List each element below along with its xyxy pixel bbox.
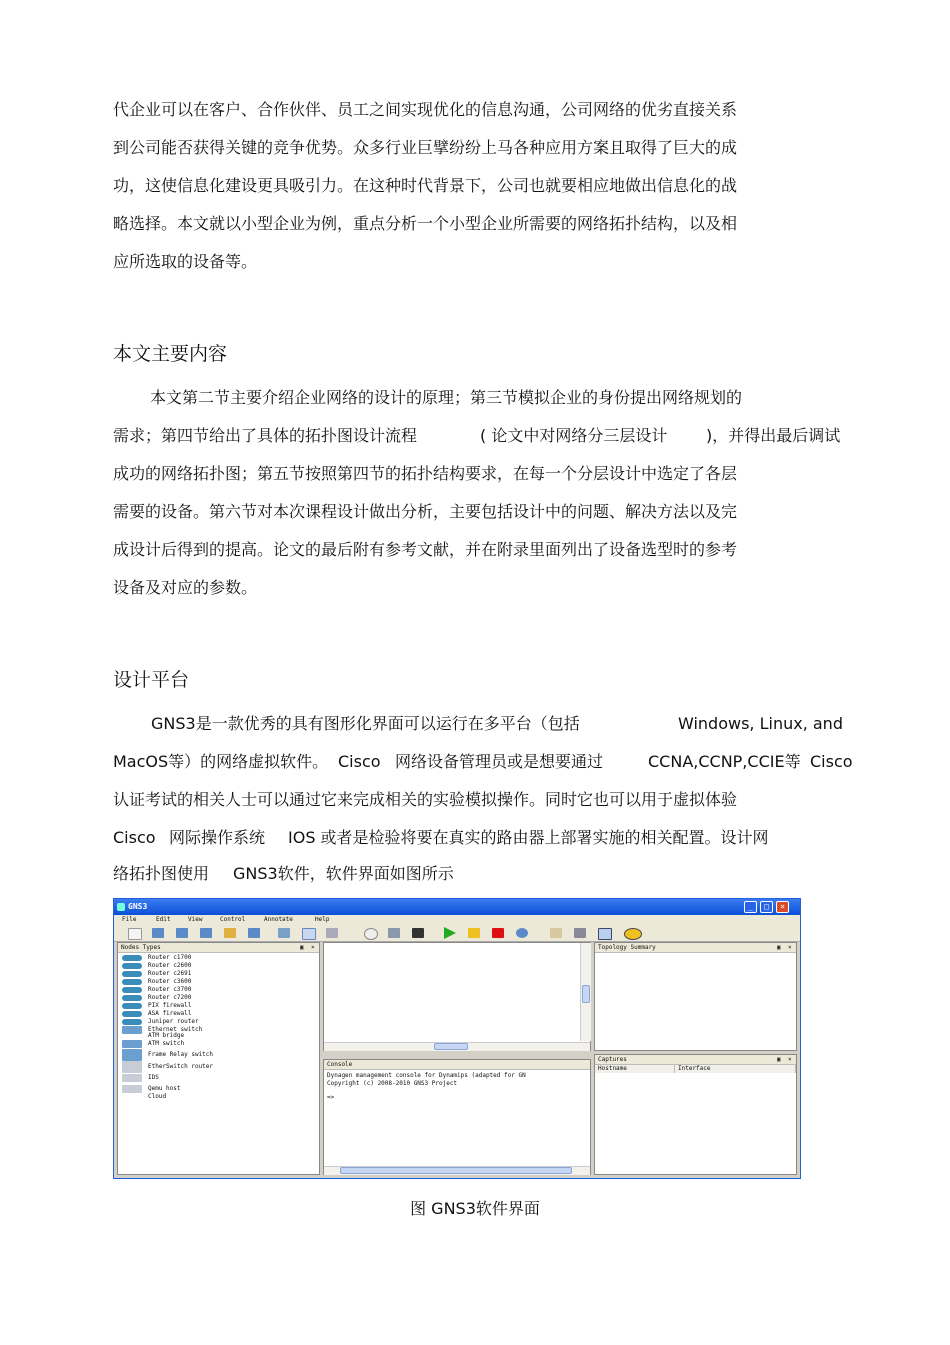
main-line-2 — [113, 426, 853, 446]
topology-canvas[interactable] — [323, 942, 591, 1051]
platform-line-1-part-a: GNS3是一款优秀的具有图形化界面可以运行在多平台（包括 — [151, 714, 580, 733]
ids-icon — [122, 1074, 142, 1082]
platform-line-4-part-b: 网际操作系统 — [169, 828, 266, 847]
main-line-6: 设备及对应的参数。 — [113, 578, 258, 597]
router-icon — [122, 955, 142, 961]
maximize-icon[interactable]: □ — [760, 901, 773, 913]
open-icon[interactable] — [152, 928, 164, 938]
save-as-icon[interactable] — [200, 928, 212, 938]
figure-caption: 图 GNS3软件界面 — [410, 1199, 540, 1218]
screenshot-icon[interactable] — [574, 928, 586, 938]
console-horizontal-scrollbar[interactable] — [324, 1166, 590, 1175]
float-icon[interactable]: ▣ — [300, 944, 304, 951]
panel-close-icon[interactable]: × — [788, 944, 792, 951]
intro-line-1: 代企业可以在客户、合作伙伴、员工之间实现优化的信息沟通，公司网络的优劣直接关系 — [113, 100, 738, 119]
minimize-icon[interactable]: _ — [744, 901, 757, 913]
link-icon[interactable] — [326, 928, 338, 938]
topology-summary-header — [595, 943, 796, 953]
scroll-thumb[interactable] — [340, 1167, 572, 1174]
console-line: Dynagen management console for Dynamips (adapted for GN — [327, 1072, 526, 1079]
nodes-types-panel: Nodes Types ▣ × Router c1700 Router c2600 Router c2691 Router c3600 Router c3700 Router c7200 PIX firewall ASA firewall Juniper router Ethernet switch ATM bridge ATM switch Frame Relay switch EtherSwitch router IDS Qemu host Cloud — [117, 942, 320, 1175]
export-icon[interactable] — [248, 928, 260, 938]
gns3-toolbar — [114, 925, 800, 942]
platform-line-2-part-e: Cisco — [810, 752, 853, 771]
console-title: Console — [327, 1061, 353, 1068]
frame-relay-icon — [122, 1049, 142, 1061]
nodes-types-title: Nodes Types — [121, 944, 161, 951]
router-icon — [122, 995, 142, 1001]
platform-line-5-part-a: 络拓扑图使用 — [113, 864, 210, 883]
new-icon[interactable] — [128, 928, 142, 940]
console-line: Copyright (c) 2008-2010 GNS3 Project — [327, 1080, 458, 1087]
main-line-2-part-b: ( 论文中对网络分三层设计 — [480, 426, 668, 445]
close-icon[interactable]: × — [776, 901, 789, 913]
gns3-window-title: GNS3 — [128, 902, 148, 911]
float-icon[interactable]: ▣ — [777, 1056, 781, 1063]
scroll-thumb[interactable] — [582, 985, 590, 1003]
intro-line-3: 功，这使信息化建设更具吸引力。在这种时代背景下，公司也就要相应地做出信息化的战 — [113, 176, 738, 195]
platform-line-5-part-b: GNS3软件，软件界面如图所示 — [233, 864, 454, 883]
gns3-app-icon — [117, 903, 125, 911]
platform-line-2-part-c: 网络设备管理员或是想要通过 — [395, 752, 604, 771]
pause-icon[interactable] — [468, 928, 480, 938]
grid-icon[interactable] — [278, 928, 290, 938]
clock-icon[interactable] — [364, 928, 378, 940]
etherswitch-router-icon — [122, 1061, 142, 1073]
folder-icon[interactable] — [224, 928, 236, 938]
canvas-vertical-scrollbar[interactable] — [580, 943, 591, 1041]
router-icon — [122, 1019, 142, 1025]
console-panel[interactable] — [323, 1059, 591, 1175]
platform-line-4-part-c: IOS 或者是检验将要在真实的路由器上部署实施的相关配置。设计网 — [288, 828, 769, 847]
captures-column-interface[interactable]: Interface — [675, 1065, 796, 1073]
platform-line-2 — [113, 752, 863, 772]
note-icon[interactable] — [550, 928, 562, 938]
platform-line-2-part-b: Cisco — [338, 752, 381, 771]
reload-icon[interactable] — [516, 928, 528, 938]
menu-edit[interactable]: Edit — [156, 916, 171, 923]
panel-close-icon[interactable]: × — [311, 944, 315, 951]
console-prompt[interactable]: => — [327, 1094, 335, 1101]
main-line-2-part-c: )，并得出最后调试 — [706, 426, 841, 445]
platform-line-2-part-a: MacOS等）的网络虚拟软件。 — [113, 752, 329, 771]
menu-annotate[interactable]: Annotate — [264, 916, 293, 923]
computer-icon — [122, 1085, 142, 1093]
router-icon — [122, 987, 142, 993]
topology-icon[interactable] — [302, 928, 316, 940]
ellipse-icon[interactable] — [624, 928, 642, 940]
save-icon[interactable] — [176, 928, 188, 938]
platform-line-1 — [113, 714, 853, 734]
main-line-1: 本文第二节主要介绍企业网络的设计的原理；第三节模拟企业的身份提出网络规划的 — [150, 388, 743, 407]
panel-close-icon[interactable]: × — [788, 1056, 792, 1063]
router-icon — [122, 963, 142, 969]
gns3-menubar — [114, 915, 800, 925]
gns3-titlebar — [114, 899, 800, 915]
start-icon[interactable] — [444, 927, 456, 939]
intro-line-4: 略选择。本文就以小型企业为例，重点分析一个小型企业所需要的网络拓扑结构，以及相 — [113, 214, 738, 233]
firewall-icon — [122, 1011, 142, 1017]
intro-line-5: 应所选取的设备等。 — [113, 252, 258, 271]
intro-line-2: 到公司能否获得关键的竞争优势。众多行业巨擘纷纷上马各种应用方案且取得了巨大的成 — [113, 138, 738, 157]
nodes-types-header — [118, 943, 319, 953]
platform-line-5 — [113, 864, 853, 884]
captures-header — [595, 1055, 796, 1065]
menu-file[interactable]: File — [122, 916, 137, 923]
main-line-3: 成功的网络拓扑图；第五节按照第四节的拓扑结构要求，在每一个分层设计中选定了各层 — [113, 464, 738, 483]
rectangle-icon[interactable] — [598, 928, 612, 940]
topology-summary-title: Topology Summary — [598, 944, 656, 951]
section-heading-platform: 设计平台 — [113, 669, 190, 691]
gns3-screenshot — [113, 898, 801, 1179]
captures-column-hostname[interactable]: Hostname — [595, 1065, 675, 1073]
main-line-5: 成设计后得到的提高。论文的最后附有参考文献，并在附录里面列出了设备选型时的参考 — [113, 540, 738, 559]
console-header — [324, 1060, 590, 1070]
router-icon — [122, 979, 142, 985]
scroll-thumb[interactable] — [434, 1043, 468, 1050]
stop-icon[interactable] — [492, 928, 504, 938]
platform-line-1-part-b: Windows, Linux, and — [678, 714, 843, 733]
platform-line-4 — [113, 828, 853, 848]
section-heading-main: 本文主要内容 — [113, 343, 228, 365]
refresh-devices-icon[interactable] — [388, 928, 400, 938]
captures-title: Captures — [598, 1056, 627, 1063]
terminal-icon[interactable] — [412, 928, 424, 938]
float-icon[interactable]: ▣ — [777, 944, 781, 951]
router-icon — [122, 971, 142, 977]
menu-help[interactable]: Help — [315, 916, 330, 923]
canvas-horizontal-scrollbar[interactable] — [324, 1042, 590, 1051]
main-line-4: 需要的设备。第六节对本次课程设计做出分析，主要包括设计中的问题、解决方法以及完 — [113, 502, 738, 521]
firewall-icon — [122, 1003, 142, 1009]
atm-switch-icon — [122, 1040, 142, 1048]
menu-view[interactable]: View — [188, 916, 203, 923]
menu-control[interactable]: Control — [220, 916, 246, 923]
switch-icon — [122, 1026, 142, 1034]
main-line-2-part-a: 需求；第四节给出了具体的拓扑图设计流程 — [113, 426, 418, 445]
platform-line-3: 认证考试的相关人士可以通过它来完成相关的实验模拟操作。同时它也可以用于虚拟体验 — [113, 790, 738, 809]
captures-panel — [594, 1054, 797, 1175]
platform-line-4-part-a: Cisco — [113, 828, 156, 847]
topology-summary-panel — [594, 942, 797, 1051]
platform-line-2-part-d: CCNA,CCNP,CCIE等 — [648, 752, 801, 771]
